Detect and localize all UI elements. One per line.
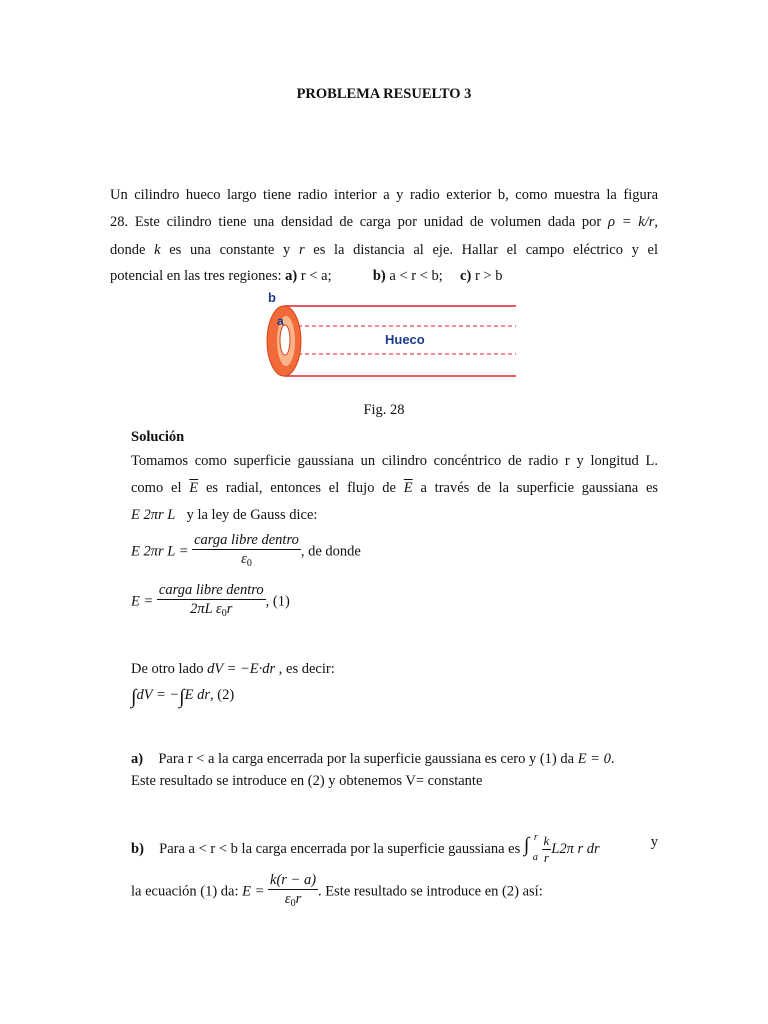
intro-text: es una constante y bbox=[169, 242, 291, 258]
integral-lower: a bbox=[532, 851, 538, 863]
hollow-cylinder-figure bbox=[262, 290, 524, 382]
equation-1 bbox=[131, 582, 290, 622]
integral-sign: ∫ bbox=[179, 686, 185, 708]
definite-integral bbox=[523, 831, 538, 863]
fraction-denominator bbox=[192, 550, 301, 572]
part-b-line-2 bbox=[131, 872, 543, 912]
cylinder-hole bbox=[280, 325, 290, 355]
part-b-label: b) bbox=[131, 840, 144, 857]
part-b-text: . Este resultado se introduce en (2) así: bbox=[318, 883, 543, 900]
equation-fraction bbox=[157, 582, 266, 622]
region-c: r > b bbox=[474, 268, 503, 284]
intro-text: potencial en las tres regiones: bbox=[110, 268, 282, 284]
intro-text: 28. Este cilindro tiene una densidad de carga por unidad de volumen dada por bbox=[110, 214, 602, 230]
equation-tail: , (2) bbox=[210, 687, 235, 703]
label-a: a bbox=[277, 314, 284, 328]
subscript: 0 bbox=[246, 558, 252, 569]
equation-lhs: E = bbox=[131, 593, 154, 610]
page-title: PROBLEMA RESUELTO 3 bbox=[296, 86, 472, 102]
integrand-rest: L2π r dr bbox=[551, 840, 600, 857]
solution-heading: Solución bbox=[131, 429, 185, 445]
equation-lhs: E 2πr L = bbox=[131, 543, 189, 560]
fraction-numerator: carga libre dentro bbox=[158, 582, 264, 598]
solution-text: De otro lado bbox=[131, 661, 204, 677]
part-b-line-1 bbox=[131, 831, 658, 865]
integral-upper: r bbox=[533, 831, 538, 843]
intro-line-2 bbox=[110, 213, 658, 231]
part-a-label: a) bbox=[131, 751, 144, 767]
var-r: r bbox=[298, 242, 305, 258]
part-a-result: E = 0 bbox=[577, 751, 611, 767]
subscript: 0 bbox=[221, 608, 227, 619]
part-b-text: Para a < r < b la carga encerrada por la superficie gaussiana es bbox=[159, 840, 521, 857]
region-b: a < r < b; bbox=[389, 268, 443, 284]
label-b: b bbox=[268, 290, 276, 305]
solution-line-3 bbox=[131, 506, 317, 524]
solution-text: y la ley de Gauss dice: bbox=[186, 507, 318, 523]
integral-sign: ∫ bbox=[131, 686, 137, 708]
region-a: r < a; bbox=[300, 268, 332, 284]
intro-line-3 bbox=[110, 241, 658, 259]
fraction-denominator bbox=[268, 890, 318, 912]
equation-fraction bbox=[268, 872, 318, 912]
var-k: k bbox=[154, 242, 161, 258]
equation-tail: , de donde bbox=[300, 543, 361, 560]
denominator-part: r bbox=[226, 601, 233, 617]
intro-text: es la distancia al eje. Hallar el campo eléctrico y el bbox=[313, 242, 658, 258]
intro-line-4 bbox=[110, 267, 502, 285]
vector-E: $\overline{E}$ bbox=[189, 480, 199, 496]
intro-comma: , bbox=[654, 214, 658, 230]
integral-rhs: E dr bbox=[184, 687, 211, 703]
part-a-period: . bbox=[610, 751, 615, 767]
density-formula: ρ = k/r bbox=[608, 214, 655, 230]
part-a-text: Para r < a la carga encerrada por la superficie gaussiana es cero y (1) da bbox=[158, 751, 575, 767]
equation-lhs: E = bbox=[242, 883, 265, 900]
fraction-denominator bbox=[157, 600, 266, 622]
equation-fraction bbox=[192, 532, 301, 572]
subscript: 0 bbox=[290, 898, 296, 909]
epsilon: ε bbox=[241, 551, 247, 567]
equation-2 bbox=[131, 686, 234, 706]
solution-text: a través de la superficie gaussiana es bbox=[420, 480, 659, 496]
part-b-y: y bbox=[650, 834, 658, 850]
integral-lhs: dV = − bbox=[136, 687, 180, 703]
region-b-label: b) bbox=[372, 268, 386, 284]
intro-text: donde bbox=[110, 242, 146, 258]
epsilon: ε bbox=[284, 891, 291, 907]
region-c-label: c) bbox=[460, 268, 472, 284]
integral-sign: ∫ bbox=[523, 833, 530, 856]
part-a-line-2: Este resultado se introduce en (2) y obtenemos V= constante bbox=[131, 773, 483, 789]
dv-line bbox=[131, 660, 335, 678]
solution-text: como el bbox=[131, 480, 182, 496]
solution-line-2 bbox=[131, 479, 658, 497]
flux-formula: E 2πr L bbox=[131, 507, 176, 523]
fraction-numerator: k bbox=[543, 833, 550, 848]
part-a-line-1 bbox=[131, 750, 658, 768]
figure-caption: Fig. 28 bbox=[363, 402, 405, 418]
part-b-text: la ecuación (1) da: bbox=[131, 883, 239, 900]
denominator-part: r bbox=[295, 891, 302, 907]
equation-tail: , (1) bbox=[265, 593, 290, 610]
k-over-r bbox=[542, 834, 552, 865]
solution-text: , es decir: bbox=[278, 661, 335, 677]
solution-text: es radial, entonces el flujo de bbox=[205, 480, 396, 496]
vector-E: $\overline{E}$ bbox=[403, 480, 413, 496]
fraction-denominator: r bbox=[543, 850, 549, 865]
label-hueco: Hueco bbox=[385, 332, 425, 347]
intro-line-1: Un cilindro hueco largo tiene radio interior a y radio exterior b, como muestra la figura bbox=[110, 187, 658, 203]
fraction-numerator: carga libre dentro bbox=[194, 532, 299, 548]
solution-line-1: Tomamos como superficie gaussiana un cilindro concéntrico de radio r y longitud L. bbox=[131, 453, 658, 469]
region-a-label: a) bbox=[285, 268, 298, 284]
fraction-numerator: k(r − a) bbox=[270, 872, 317, 888]
gauss-equation bbox=[131, 532, 361, 572]
denominator-part: 2πL ε bbox=[190, 601, 222, 617]
dv-formula: dV = −E·dr bbox=[207, 661, 276, 677]
